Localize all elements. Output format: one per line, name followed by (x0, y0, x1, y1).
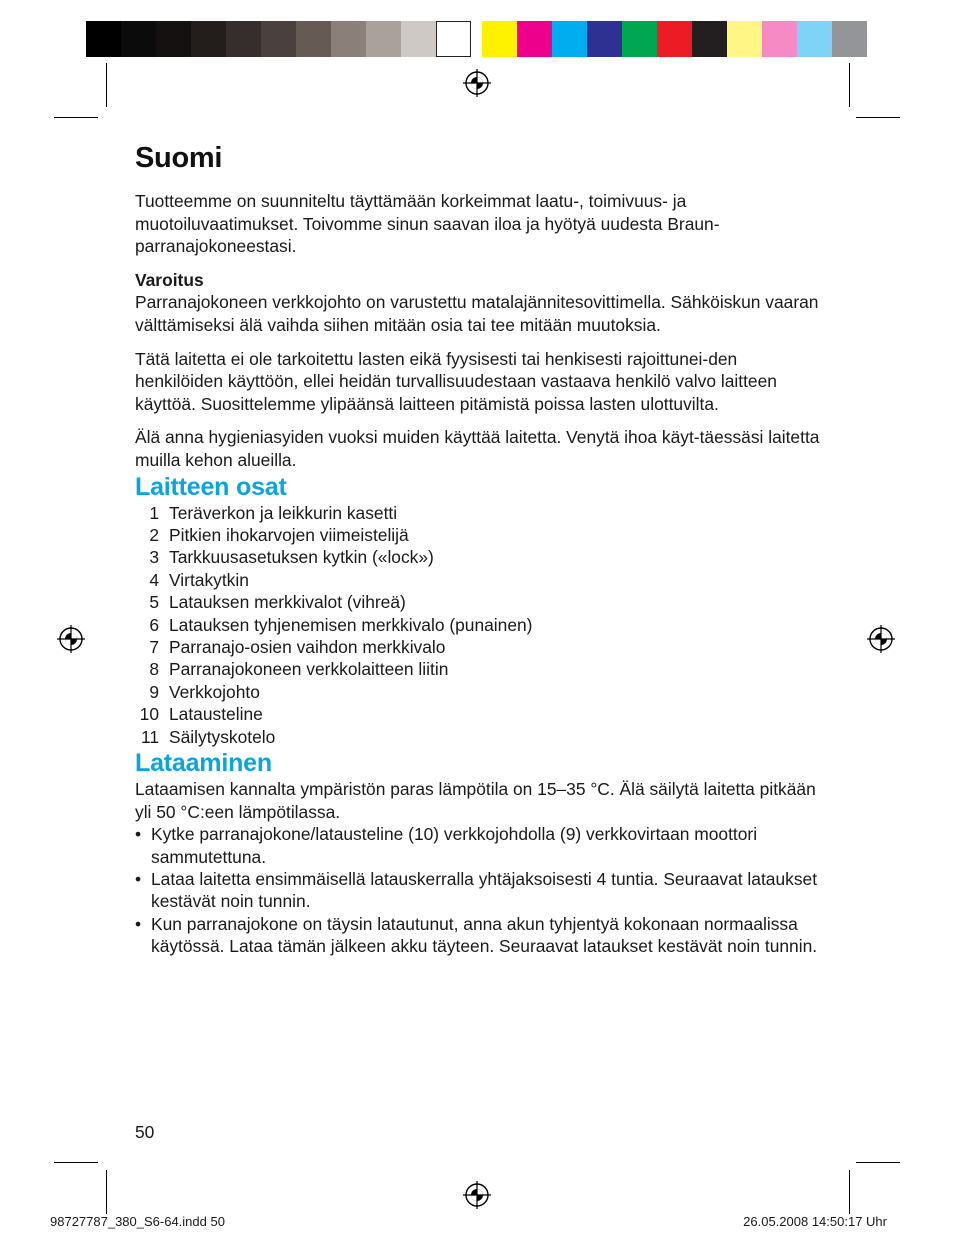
process-color-swatch (762, 21, 797, 57)
parts-item-label: Latauksen merkkivalot (vihreä) (169, 592, 406, 613)
parts-item-number: 7 (149, 636, 159, 657)
parts-list-item (135, 614, 825, 636)
bullet-text: Kytke parranajokone/latausteline (10) verkkojohdolla (9) verkkovirtaan moottori sammutettuna. (151, 824, 758, 867)
crop-mark (106, 1170, 107, 1214)
parts-item-number: 8 (149, 659, 159, 680)
gray-swatch (366, 21, 401, 57)
process-color-swatch (587, 21, 622, 57)
footer-file-info: 98727787_380_S6-64.indd 50 (50, 1214, 225, 1229)
process-color-swatch (727, 21, 762, 57)
process-color-swatch (482, 21, 517, 57)
bullet-text: Kun parranajokone on täysin latautunut, anna akun tyhjentyä kokonaan normaalissa käytössä. Lataa tämän jälkeen akku täyteen. Seuraavat lataukset kestävät noin tunnin. (151, 913, 818, 957)
bullet-text: Lataa laitetta ensimmäisellä latauskerralla yhtäjaksoisesti 4 tuntia. Seuraavat lataukset kestävät noin tunnin. (151, 869, 818, 912)
warning-paragraph: Parranajokoneen verkkojohto on varustettu matalajännitesovittimella. Sähköiskun vaaran välttämiseksi älä vaihda siihen mitään osia tai tee mitään muutoksia. (135, 292, 819, 335)
parts-item-number: 9 (149, 681, 159, 702)
bullet-symbol: • (135, 869, 142, 889)
parts-item-number: 1 (149, 502, 159, 523)
charging-bullets (135, 823, 825, 957)
parts-item-number: 4 (149, 569, 159, 590)
parts-item-label: Parranajokoneen verkkolaitteen liitin (169, 659, 449, 680)
process-color-swatch (832, 21, 867, 57)
crop-mark (106, 63, 107, 107)
intro-paragraph: Tuotteemme on suunniteltu täyttämään korkeimmat laatu-, toimivuus- ja muotoiluvaatimukset. Toivomme sinun saavan iloa ja hyötyä uudesta Braun-parranajokoneestasi. (135, 191, 720, 257)
gray-swatch (156, 21, 191, 57)
charging-bullet-item (135, 913, 825, 958)
registration-mark-icon (462, 68, 492, 98)
parts-list-item (135, 569, 825, 591)
gray-swatch (86, 21, 121, 57)
gray-swatch (331, 21, 366, 57)
process-color-swatch (517, 21, 552, 57)
parts-list-item (135, 524, 825, 546)
gray-swatch (261, 21, 296, 57)
gray-swatch (436, 21, 471, 57)
warning-heading: Varoitus (135, 269, 204, 290)
parts-list-item (135, 703, 825, 725)
parts-item-label: Tarkkuusasetuksen kytkin («lock») (169, 547, 434, 568)
parts-list-item (135, 636, 825, 658)
bullet-symbol: • (135, 913, 142, 934)
parts-list-item (135, 591, 825, 613)
parts-item-label: Verkkojohto (169, 681, 260, 702)
crop-mark (856, 1162, 900, 1163)
parts-item-number: 10 (139, 704, 159, 725)
parts-list-item (135, 726, 825, 748)
parts-item-label: Pitkien ihokarvojen viimeistelijä (169, 524, 409, 545)
gray-swatch (226, 21, 261, 57)
registration-mark-icon (866, 624, 896, 654)
parts-item-label: Virtakytkin (169, 569, 249, 590)
page-number: 50 (135, 1122, 155, 1142)
crop-mark (849, 1170, 850, 1214)
parts-list-item (135, 502, 825, 524)
process-color-swatch (657, 21, 692, 57)
parts-list (135, 502, 825, 748)
footer-timestamp: 26.05.2008 14:50:17 Uhr (743, 1214, 887, 1229)
crop-mark (54, 117, 98, 118)
parts-item-label: Teräverkon ja leikkurin kasetti (169, 502, 398, 523)
parts-item-number: 2 (149, 524, 159, 545)
process-color-swatch (692, 21, 727, 57)
parts-item-label: Latausteline (169, 704, 263, 725)
charging-intro: Lataamisen kannalta ympäristön paras lämpötila on 15–35 °C. Älä säilytä laitetta pitkään yli 50 °C:een lämpötilassa. (135, 779, 816, 822)
crop-mark (849, 63, 850, 107)
page-title: Suomi (135, 142, 223, 174)
gray-swatch (121, 21, 156, 57)
parts-heading: Laitteen osat (135, 472, 287, 501)
process-color-swatch (622, 21, 657, 57)
parts-list-item (135, 681, 825, 703)
registration-mark-icon (56, 624, 86, 654)
charging-heading: Lataaminen (135, 749, 272, 777)
process-color-bar (482, 21, 867, 57)
hygiene-paragraph: Älä anna hygieniasyiden vuoksi muiden käyttää laitetta. Venytä ihoa käyt-täessäsi laitetta muilla kehon alueilla. (135, 427, 820, 470)
gray-swatch (191, 21, 226, 57)
charging-bullet-item (135, 868, 825, 913)
safety-paragraph: Tätä laitetta ei ole tarkoitettu lasten eikä fyysisesti tai henkisesti rajoittunei-den henkilöiden käyttöön, ellei heidän turvallisuudestaan vastaava henkilö valvo laitteen käyttöä. Suosittelemme ylipäänsä laitteen pitämistä poissa lasten ulottuvilta. (135, 348, 777, 414)
parts-item-label: Latauksen tyhjenemisen merkkivalo (punainen) (169, 614, 533, 635)
parts-item-number: 6 (149, 614, 159, 635)
grayscale-color-bar (86, 21, 471, 57)
page-content (135, 140, 825, 958)
crop-mark (54, 1162, 98, 1163)
parts-list-item (135, 546, 825, 568)
parts-item-label: Parranajo-osien vaihdon merkkivalo (169, 636, 446, 657)
parts-item-label: Säilytyskotelo (169, 726, 276, 747)
process-color-swatch (552, 21, 587, 57)
crop-mark (856, 117, 900, 118)
bullet-symbol: • (135, 824, 142, 845)
parts-item-number: 11 (140, 726, 159, 747)
parts-item-number: 3 (149, 547, 159, 568)
gray-swatch (401, 21, 436, 57)
parts-list-item (135, 658, 825, 680)
parts-item-number: 5 (149, 592, 159, 613)
gray-swatch (296, 21, 331, 57)
registration-mark-icon (462, 1180, 492, 1210)
process-color-swatch (797, 21, 832, 57)
charging-bullet-item (135, 823, 825, 868)
